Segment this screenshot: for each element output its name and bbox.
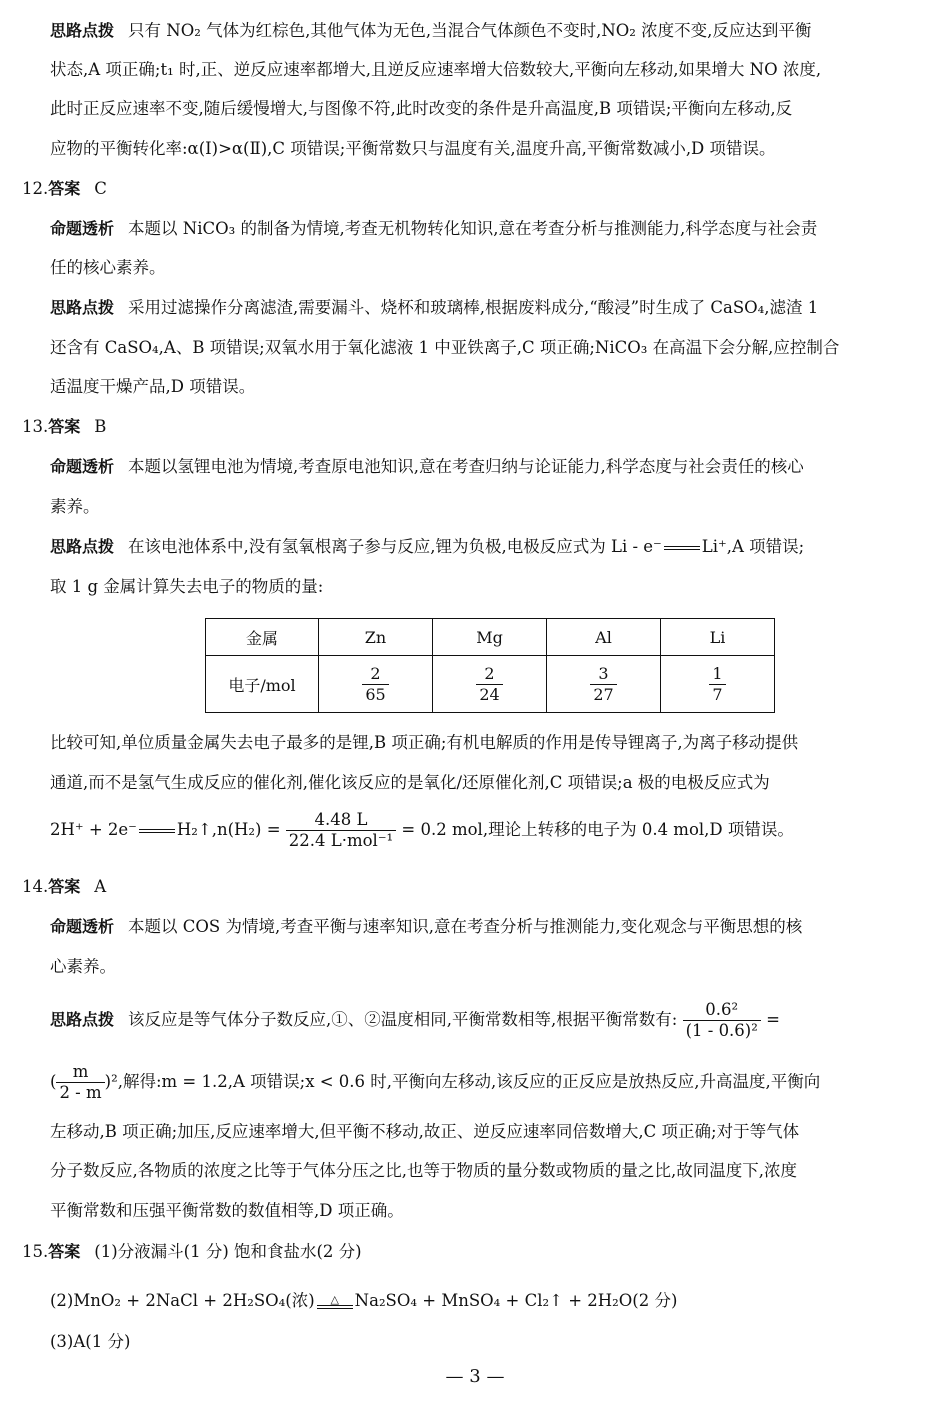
q15-answer-3: (3)A(1 分): [50, 1332, 131, 1351]
electron-table: [205, 618, 775, 713]
q15-answer: 15.答案 (1)分液漏斗(1 分) 饱和食盐水(2 分): [22, 1242, 362, 1261]
q12-analysis-line-2: 任的核心素养。: [50, 258, 166, 277]
q13-hint-line-1: 思路点拨 在该电池体系中,没有氢氧根离子参与反应,锂为负极,电极反应式为 Li - e⁻ Li⁺,A 项错误;: [50, 537, 805, 556]
q13-analysis-line-2: 素养。: [50, 497, 100, 516]
q13-hint-line-2: 取 1 g 金属计算失去电子的物质的量:: [50, 577, 324, 596]
q14-hint-line-5: 平衡常数和压强平衡常数的数值相等,D 项正确。: [50, 1201, 404, 1220]
table-header-cell: Zn: [319, 619, 433, 656]
table-header-cell: 金属: [206, 619, 319, 656]
q13-answer: 13.答案 B: [22, 417, 107, 436]
molar-fraction: $\frac{4.48 L}{\text{22.4 L·mol⁻¹}}$: [286, 810, 396, 851]
q12-hint-line-3: 适温度干燥产品,D 项错误。: [50, 377, 256, 396]
table-cell-al: $\frac{3}{27}$: [547, 656, 661, 713]
q14-hint-line-1: 思路点拨 该反应是等气体分子数反应,①、②温度相同,平衡常数相等,根据平衡常数有: $\frac{\text{0.6²}}{\text{(1 - 0.6)²}}$ =: [50, 1000, 780, 1040]
heat-condition-equals: △: [317, 1295, 353, 1309]
q13-para-line-1: 比较可知,单位质量金属失去电子最多的是锂,B 项正确;有机电解质的作用是传导锂离子,为离子移动提供: [50, 733, 799, 752]
q14-hint-line-2: ( $\frac{m}{2 - m}$ )²,解得:m = 1.2,A 项错误;x < 0.6 时,平衡向左移动,该反应的正反应是放热反应,升高温度,平衡向: [50, 1062, 821, 1102]
q11-hint-line-3: 此时正反应速率不变,随后缓慢增大,与图像不符,此时改变的条件是升高温度,B 项错误;平衡向左移动,反: [50, 99, 793, 118]
q12-hint-line-2: 还含有 CaSO₄,A、B 项错误;双氧水用于氧化滤液 1 中亚铁离子,C 项正确;NiCO₃ 在高温下会分解,应控制合: [50, 338, 840, 357]
double-line-equals: [664, 546, 700, 550]
q12-analysis-line-1: 命题透析 本题以 NiCO₃ 的制备为情境,考查无机物转化知识,意在考查分析与推测能力,科学态度与社会责: [50, 219, 818, 238]
page-number: — 3 —: [445, 1366, 505, 1387]
equilibrium-fraction-1: $\frac{\text{0.6²}}{\text{(1 - 0.6)²}}$: [683, 1000, 761, 1041]
q12-hint-line-1: 思路点拨 采用过滤操作分离滤渣,需要漏斗、烧杯和玻璃棒,根据废料成分,“酸浸”时生成了 CaSO₄,滤渣 1: [50, 298, 819, 317]
q12-answer: 12.答案 C: [22, 179, 107, 198]
table-cell-zn: $\frac{2}{65}$: [319, 656, 433, 713]
table-header-cell: Li: [661, 619, 775, 656]
q13-para-line-2: 通道,而不是氢气生成反应的催化剂,催化该反应的是氧化/还原催化剂,C 项错误;a 极的电极反应式为: [50, 773, 770, 792]
q11-hint-line-2: 状态,A 项正确;t₁ 时,正、逆反应速率都增大,且逆反应速率增大倍数较大,平衡向左移动,如果增大 NO 浓度,: [50, 60, 822, 79]
q11-hint-line-4: 应物的平衡转化率:α(Ⅰ)>α(Ⅱ),C 项错误;平衡常数只与温度有关,温度升高,平衡常数减小,D 项错误。: [50, 139, 776, 158]
q14-answer: 14.答案 A: [22, 877, 107, 896]
q14-hint-line-4: 分子数反应,各物质的浓度之比等于气体分压之比,也等于物质的量分数或物质的量之比,故同温度下,浓度: [50, 1161, 797, 1180]
q11-hint-label: 思路点拨: [50, 21, 115, 40]
q13-equation: 2H⁺ + 2e⁻ H₂↑,n(H₂) = $\frac{4.48 L}{\text{22.4 L·mol⁻¹}}$ = 0.2 mol,理论上转移的电子为 0.4 mol,D 项错误。: [50, 810, 794, 850]
q14-analysis-line-1: 命题透析 本题以 COS 为情境,考查平衡与速率知识,意在考查分析与推测能力,变化观念与平衡思想的核: [50, 917, 803, 936]
equilibrium-fraction-2: $\frac{m}{2 - m}$: [56, 1062, 104, 1103]
q15-answer-2: (2)MnO₂ + 2NaCl + 2H₂SO₄(浓) △ Na₂SO₄ + MnSO₄ + Cl₂↑ + 2H₂O(2 分): [50, 1291, 678, 1310]
table-row-label: 电子/mol: [206, 656, 319, 713]
q14-analysis-line-2: 心素养。: [50, 957, 116, 976]
double-line-equals: [139, 829, 175, 833]
q11-hint-line-1: 思路点拨 只有 NO₂ 气体为红棕色,其他气体为无色,当混合气体颜色不变时,NO₂ 浓度不变,反应达到平衡: [50, 21, 812, 40]
q13-analysis-line-1: 命题透析 本题以氢锂电池为情境,考查原电池知识,意在考查归纳与论证能力,科学态度与社会责任的核心: [50, 457, 804, 476]
table-header-cell: Al: [547, 619, 661, 656]
table-cell-mg: $\frac{2}{24}$: [433, 656, 547, 713]
table-header-cell: Mg: [433, 619, 547, 656]
table-cell-li: $\frac{1}{7}$: [661, 656, 775, 713]
q14-hint-line-3: 左移动,B 项正确;加压,反应速率增大,但平衡不移动,故正、逆反应速率同倍数增大,C 项正确;对于等气体: [50, 1122, 800, 1141]
